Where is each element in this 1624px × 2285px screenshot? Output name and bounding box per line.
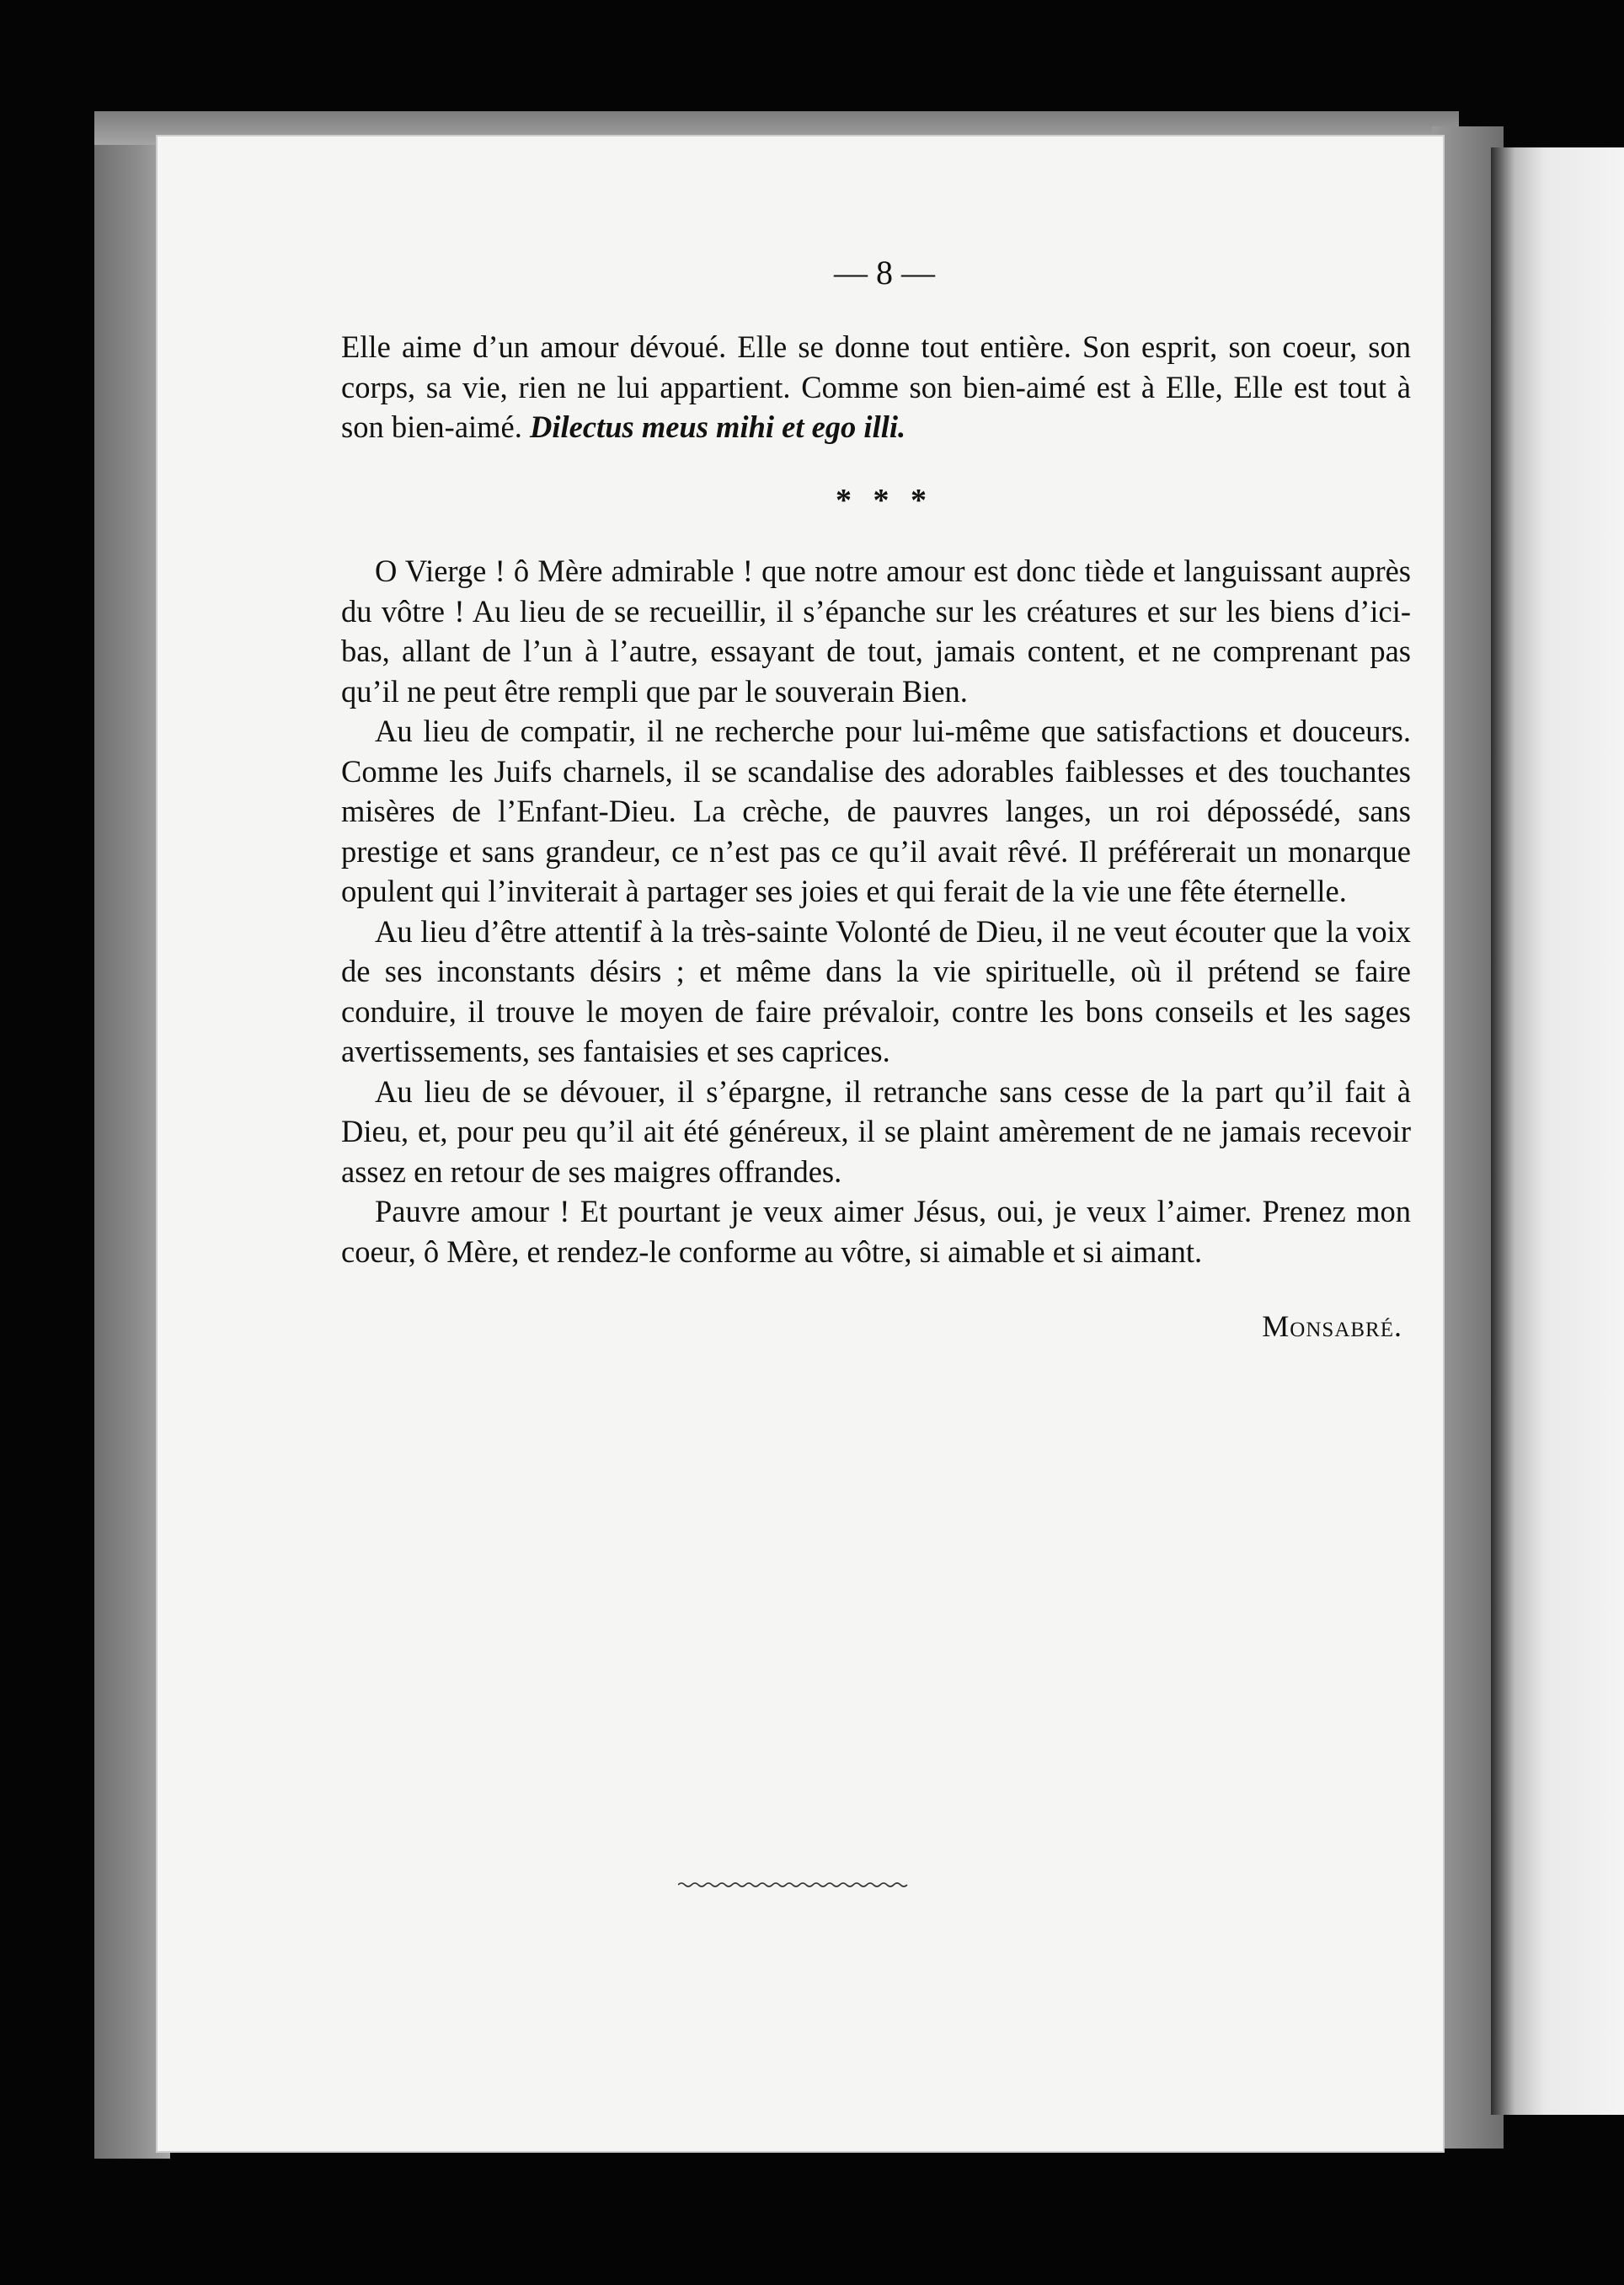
- paragraph-devotion-text: Elle aime d’un amour dévoué. Elle se donne tout entière. Son esprit, son coeur, son corps, sa vie, rien ne lui appartient. Comme son bien-aimé est à Elle, Elle est tout à son bien-aimé.: [341, 329, 1411, 444]
- adjacent-page-edge: [1491, 147, 1624, 2115]
- author-signature: Monsabré.: [1262, 1309, 1402, 1343]
- section-separator: * * *: [836, 482, 933, 518]
- book-page: [156, 135, 1445, 2153]
- paragraph-invocation: O Vierge ! ô Mère admirable ! que notre amour est donc tiède et languissant auprès du vôtre ! Au lieu de se recueillir, il s’épanche sur les créatures et sur les biens d’ici-bas, allant de l’un à l’autre, essayant de tout, jamais content, et ne comprenant pas qu’il ne peut être rempli que par le souverain Bien.: [341, 554, 1411, 709]
- page-number: — 8 —: [834, 254, 935, 292]
- latin-quote: Dilectus meus mihi et ego illi.: [530, 409, 906, 444]
- paragraph-devotion-lack: Au lieu de se dévouer, il s’épargne, il retranche sans cesse de la part qu’il fait à Dieu, et, pour peu qu’il ait été généreux, il se plaint amèrement de ne jamais recevoir assez en retour de ses maigres offrandes.: [341, 1073, 1411, 1189]
- paragraph-will-of-god: Au lieu d’être attentif à la très-sainte Volonté de Dieu, il ne veut écouter que la voix de ses inconstants désirs ; et même dans la vie spirituelle, où il prétend se faire conduire, il trouve le moyen de faire prévaloir, contre les bons conseils et les sages avertissements, ses fantaisies et ses caprices.: [341, 913, 1411, 1068]
- paragraph-conclusion: Pauvre amour ! Et pourtant je veux aimer Jésus, oui, je veux l’aimer. Prenez mon coeur, ô Mère, et rendez-le conforme au vôtre, si aimable et si aimant.: [341, 1194, 1411, 1269]
- ornamental-rule: [678, 1881, 910, 1889]
- paragraph-devotion: [341, 327, 1411, 447]
- paragraph-compassion: Au lieu de compatir, il ne recherche pour lui-même que satisfactions et douceurs. Comme les Juifs charnels, il se scandalise des adorables faiblesses et des touchantes misères de l’Enfant-Dieu. La crèche, de pauvres langes, un roi dépossédé, sans prestige et sans grandeur, ce n’est pas ce qu’il avait rêvé. Il préférerait un monarque opulent qui l’inviterait à partager ses joies et qui ferait de la vie une fête éternelle.: [341, 714, 1411, 908]
- page-text-block: [341, 253, 1411, 1347]
